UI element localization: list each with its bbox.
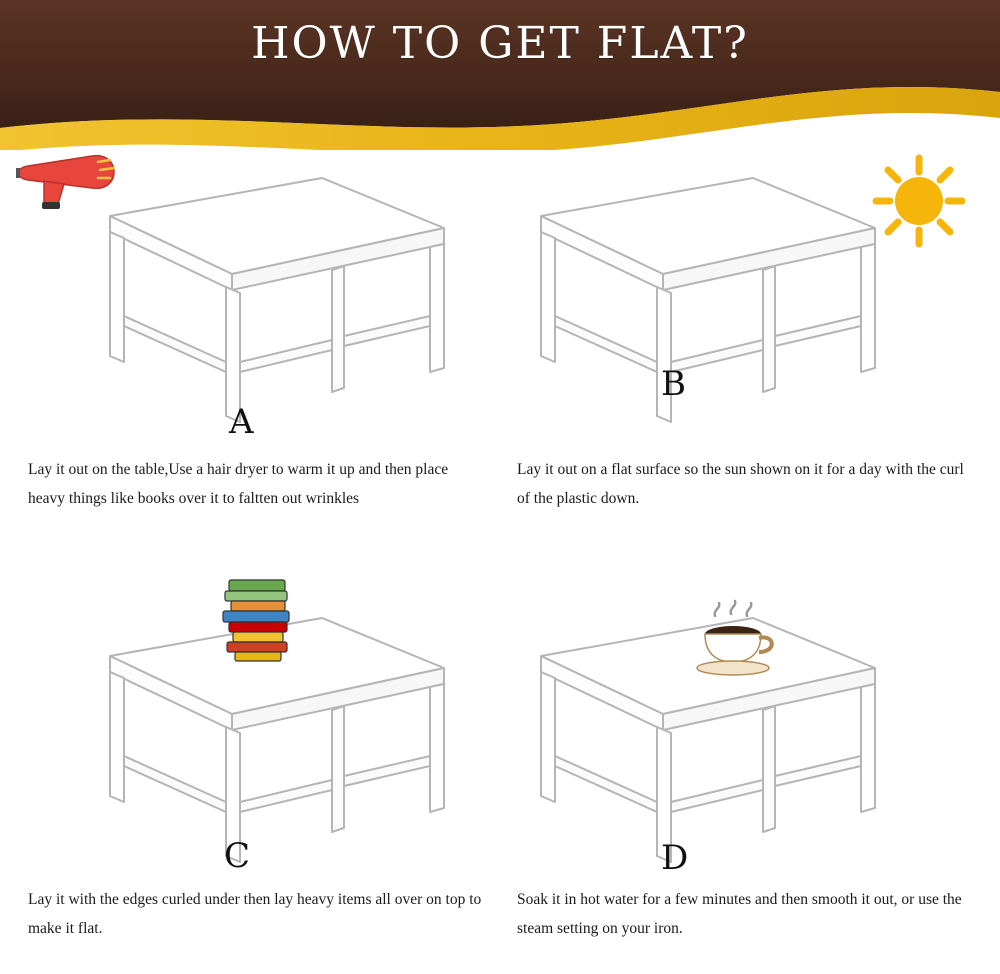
- panel-c-caption: Lay it with the edges curled under then lay heavy items all over on top to make it flat.: [28, 891, 482, 937]
- coffee-cup-icon: [683, 594, 793, 694]
- panel-c-artwork: [24, 566, 487, 886]
- hair-dryer-icon: [14, 148, 134, 228]
- panel-d-artwork: [513, 566, 976, 886]
- panel-d-letter: D: [661, 838, 690, 878]
- panel-a-letter: A: [229, 402, 255, 442]
- panel-c-letter: C: [224, 836, 252, 876]
- header-banner: [0, 0, 1000, 150]
- page-title: HOW TO GET FLAT?: [251, 18, 749, 69]
- panel-d-caption: Soak it in hot water for a few minutes and then smooth it out, or use the steam setting on your iron.: [517, 891, 962, 937]
- panel-a: [24, 156, 487, 564]
- panel-d: [513, 566, 976, 974]
- panel-a-caption: Lay it out on the table,Use a hair dryer to warm it up and then place heavy things like books over it to faltten out wrinkles: [28, 461, 449, 507]
- sun-icon: [864, 146, 974, 256]
- panel-a-artwork: [24, 156, 487, 476]
- stack-of-books-icon: [209, 572, 319, 682]
- panel-b-letter: B: [661, 364, 687, 404]
- panel-b: [513, 156, 976, 564]
- instruction-grid: [0, 150, 1000, 974]
- panel-b-artwork: [513, 156, 976, 476]
- panel-c: [24, 566, 487, 974]
- panel-b-caption: Lay it out on a flat surface so the sun shown on it for a day with the curl of the plastic down.: [517, 461, 964, 507]
